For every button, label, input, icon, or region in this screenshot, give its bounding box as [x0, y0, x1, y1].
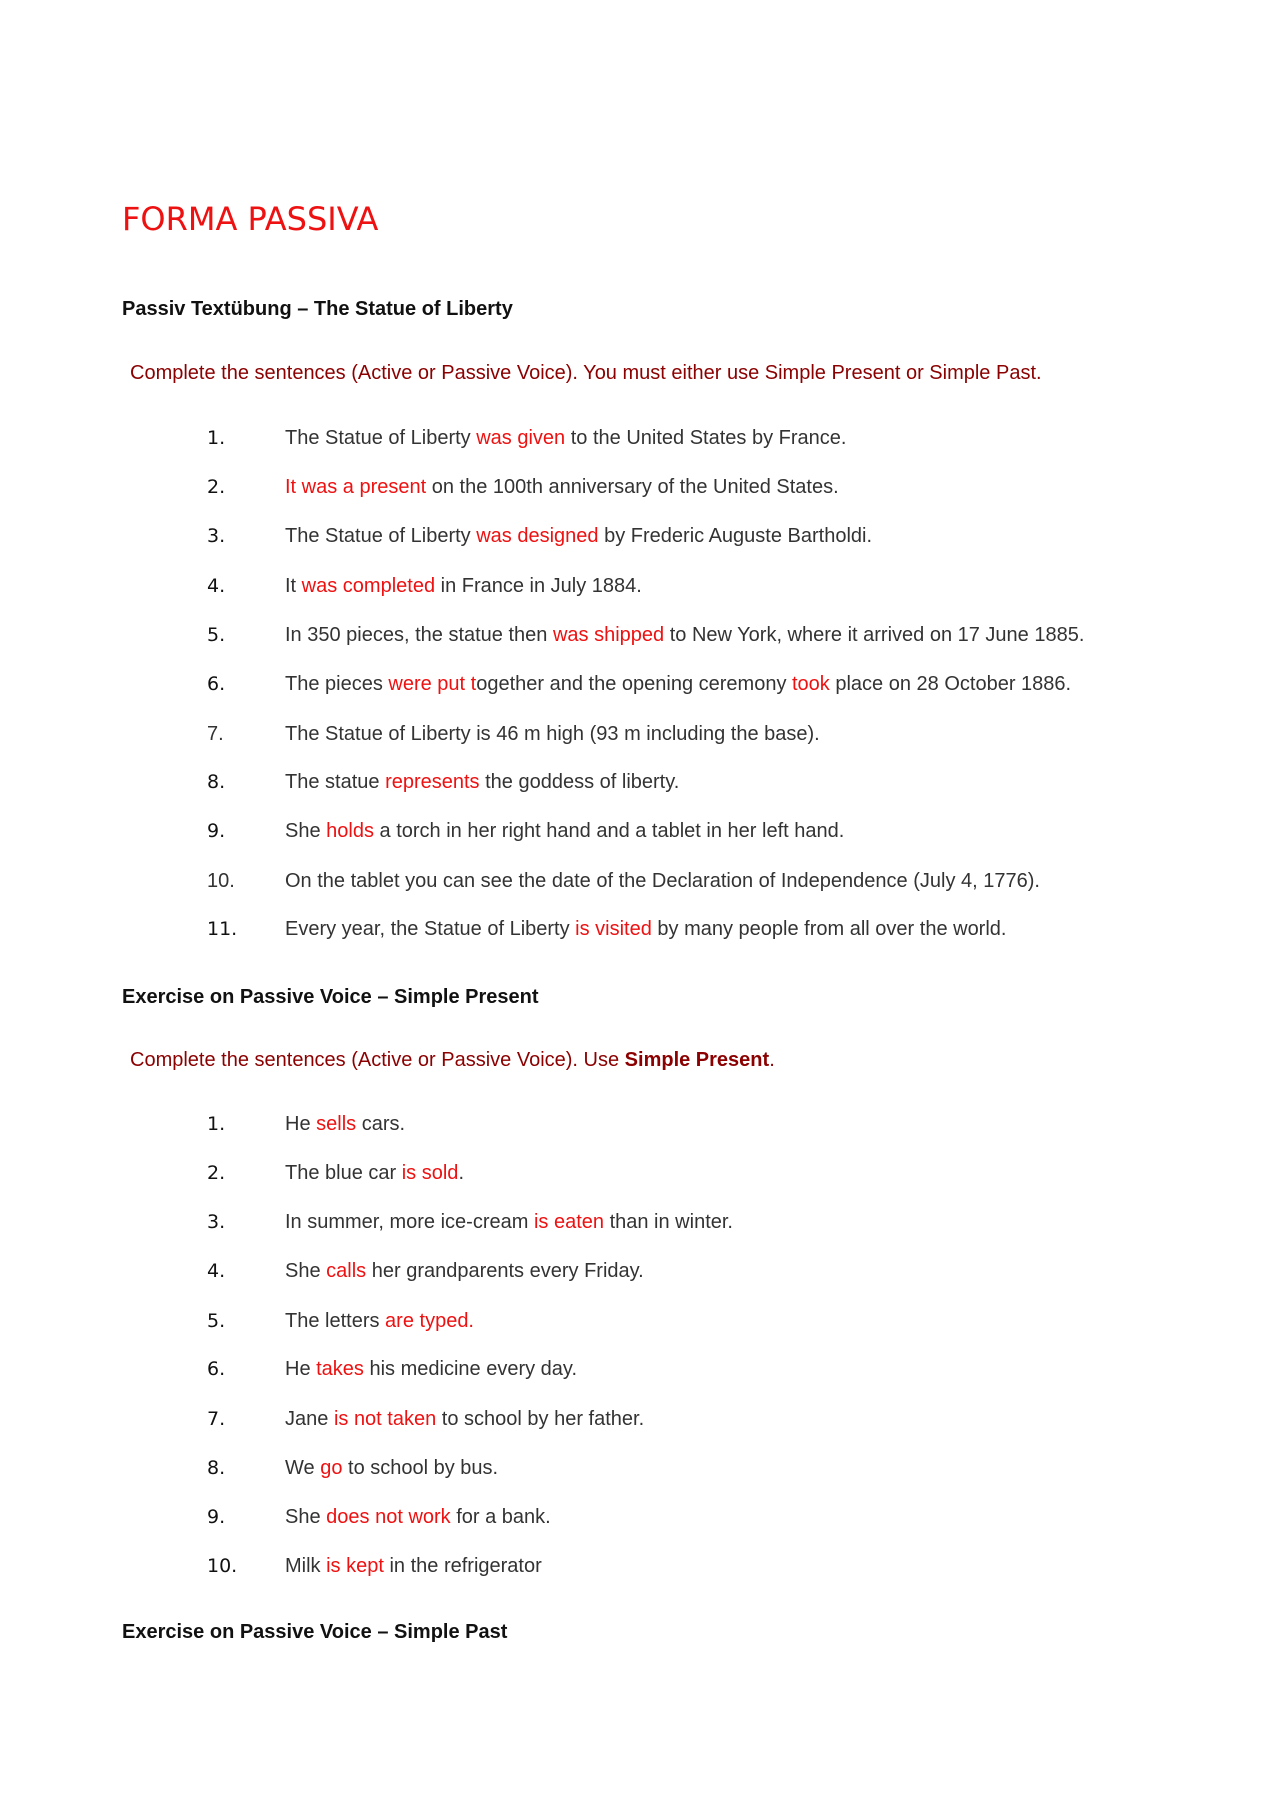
- item-sentence: [285, 1354, 577, 1384]
- list-item: [0, 1551, 1280, 1581]
- item-number: 11.: [207, 918, 238, 940]
- sentence-text: by many people from all over the world.: [651, 918, 1007, 940]
- item-number: 6.: [207, 1358, 226, 1380]
- answer-text: is not taken: [333, 1408, 437, 1430]
- section2-instruction-suffix: .: [769, 1049, 775, 1071]
- answer-text: was completed: [301, 575, 436, 597]
- item-number: 3.: [207, 525, 226, 547]
- item-number: 4.: [207, 575, 226, 597]
- list-item: [0, 1256, 1280, 1286]
- item-number: 5.: [207, 624, 226, 646]
- list-item: [0, 521, 1280, 551]
- answer-text: was designed: [476, 525, 599, 547]
- sentence-text: the goddess of liberty.: [479, 771, 680, 793]
- item-sentence: [285, 816, 844, 846]
- sentence-text: a torch in her right hand and a tablet in her left hand.: [373, 820, 845, 842]
- answer-text: was given: [476, 427, 566, 449]
- section2-instruction-prefix: Complete the sentences (Active or Passive Voice). Use: [130, 1049, 625, 1071]
- item-sentence: [285, 914, 1006, 944]
- item-sentence: [285, 423, 846, 453]
- sentence-text: The Statue of Liberty: [285, 525, 477, 547]
- answer-text: was shipped: [552, 624, 665, 646]
- sentence-text: cars.: [356, 1113, 406, 1135]
- sentence-text: On the tablet you can see the date of the Declaration of Independence (July 4, 1776).: [285, 870, 1040, 892]
- item-sentence: [285, 669, 1071, 699]
- list-item: [0, 866, 1280, 896]
- list-item: [0, 1453, 1280, 1483]
- answer-text: go: [320, 1457, 343, 1479]
- item-sentence: [285, 1551, 542, 1581]
- answer-text: is kept: [326, 1555, 384, 1577]
- sentence-text: on the 100th anniversary of the United States.: [426, 476, 839, 498]
- list-item: [0, 719, 1280, 749]
- answer-text: is visited: [575, 918, 652, 940]
- list-item: [0, 423, 1280, 453]
- list-item: [0, 472, 1280, 502]
- answer-text: It was a present: [285, 476, 427, 498]
- item-number: 4.: [207, 1260, 226, 1282]
- sentence-text: The blue car: [285, 1162, 402, 1184]
- list-item: [0, 1354, 1280, 1384]
- item-number: 2.: [207, 1162, 226, 1184]
- sentence-text: In summer, more ice-cream: [285, 1211, 534, 1233]
- sentence-text: to the United States by France.: [565, 427, 847, 449]
- answer-text: holds: [326, 820, 374, 842]
- sentence-text: than in winter.: [604, 1211, 733, 1233]
- sentence-text: We: [285, 1457, 321, 1479]
- item-number: 2.: [207, 476, 226, 498]
- item-sentence: [285, 1109, 405, 1139]
- sentence-text: in the refrigerator: [383, 1555, 542, 1577]
- item-sentence: [285, 620, 1084, 650]
- answer-text: were put t: [388, 673, 477, 695]
- sentence-text: his medicine every day.: [363, 1358, 577, 1380]
- item-number: 7.: [207, 1408, 226, 1430]
- list-item: [0, 1502, 1280, 1532]
- list-item: [0, 1306, 1280, 1336]
- item-number: 6.: [207, 673, 226, 695]
- item-number: 9.: [207, 1506, 226, 1528]
- answer-text: took: [792, 673, 830, 695]
- list-item: [0, 1109, 1280, 1139]
- list-item: [0, 1207, 1280, 1237]
- answer-text: represents: [385, 771, 480, 793]
- answer-text: is sold: [401, 1162, 459, 1184]
- item-number: 5.: [207, 1310, 226, 1332]
- sentence-text: The Statue of Liberty: [285, 427, 477, 449]
- sentence-text: She: [285, 1260, 327, 1282]
- item-number: 8.: [207, 771, 226, 793]
- sentence-text: He: [285, 1113, 317, 1135]
- sentence-text: The letters: [285, 1310, 386, 1332]
- item-number: 3.: [207, 1211, 226, 1233]
- sentence-text: The statue: [285, 771, 386, 793]
- sentence-text: .: [458, 1162, 464, 1184]
- answer-text: does not work: [326, 1506, 451, 1528]
- item-sentence: [285, 1404, 644, 1434]
- section3-heading: Exercise on Passive Voice – Simple Past: [122, 1621, 508, 1643]
- sentence-text: He: [285, 1358, 317, 1380]
- sentence-text: The Statue of Liberty is 46 m high (93 m including the base).: [285, 723, 820, 745]
- list-item: [0, 571, 1280, 601]
- sentence-text: for a bank.: [450, 1506, 551, 1528]
- list-item: [0, 620, 1280, 650]
- sentence-text: ogether and the opening ceremony: [476, 673, 792, 695]
- item-number: 9.: [207, 820, 226, 842]
- section2-instruction: [130, 1049, 775, 1072]
- item-sentence: [285, 1502, 551, 1532]
- item-sentence: [285, 521, 872, 551]
- item-sentence: [285, 1453, 498, 1483]
- item-number: 7.: [207, 723, 224, 745]
- list-item: [0, 816, 1280, 846]
- answer-text: are typed.: [385, 1310, 474, 1332]
- item-sentence: [285, 1158, 464, 1188]
- list-item: [0, 1404, 1280, 1434]
- page-title: FORMA PASSIVA: [122, 200, 379, 238]
- list-item: [0, 669, 1280, 699]
- item-sentence: [285, 767, 679, 797]
- answer-text: calls: [326, 1260, 367, 1282]
- answer-text: sells: [316, 1113, 357, 1135]
- sentence-text: her grandparents every Friday.: [366, 1260, 644, 1282]
- item-sentence: [285, 1207, 733, 1237]
- list-item: [0, 914, 1280, 944]
- item-sentence: [285, 719, 820, 749]
- sentence-text: to school by bus.: [342, 1457, 499, 1479]
- item-number: 8.: [207, 1457, 226, 1479]
- sentence-text: Milk: [285, 1555, 327, 1577]
- sentence-text: Jane: [285, 1408, 334, 1430]
- sentence-text: by Frederic Auguste Bartholdi.: [598, 525, 873, 547]
- item-sentence: [285, 1256, 644, 1286]
- item-sentence: [285, 1306, 474, 1336]
- item-number: 10.: [207, 870, 235, 892]
- section2-instruction-bold: Simple Present: [624, 1049, 770, 1071]
- sentence-text: It: [285, 575, 302, 597]
- sentence-text: She: [285, 1506, 327, 1528]
- sentence-text: to school by her father.: [436, 1408, 645, 1430]
- sentence-text: She: [285, 820, 327, 842]
- item-sentence: [285, 472, 839, 502]
- section1-heading: Passiv Textübung – The Statue of Liberty: [122, 298, 513, 320]
- sentence-text: The pieces: [285, 673, 389, 695]
- item-number: 1.: [207, 1113, 226, 1135]
- sentence-text: Every year, the Statue of Liberty: [285, 918, 576, 940]
- item-sentence: [285, 866, 1040, 896]
- sentence-text: In 350 pieces, the statue then: [285, 624, 553, 646]
- section1-instruction: Complete the sentences (Active or Passive Voice). You must either use Simple Present or Simple Past.: [130, 362, 1042, 384]
- sentence-text: place on 28 October 1886.: [829, 673, 1072, 695]
- list-item: [0, 1158, 1280, 1188]
- sentence-text: in France in July 1884.: [435, 575, 642, 597]
- answer-text: takes: [316, 1358, 364, 1380]
- answer-text: is eaten: [533, 1211, 605, 1233]
- section2-heading: Exercise on Passive Voice – Simple Present: [122, 986, 539, 1008]
- list-item: [0, 767, 1280, 797]
- item-sentence: [285, 571, 642, 601]
- item-number: 1.: [207, 427, 226, 449]
- item-number: 10.: [207, 1555, 238, 1577]
- sentence-text: to New York, where it arrived on 17 June 1885.: [664, 624, 1085, 646]
